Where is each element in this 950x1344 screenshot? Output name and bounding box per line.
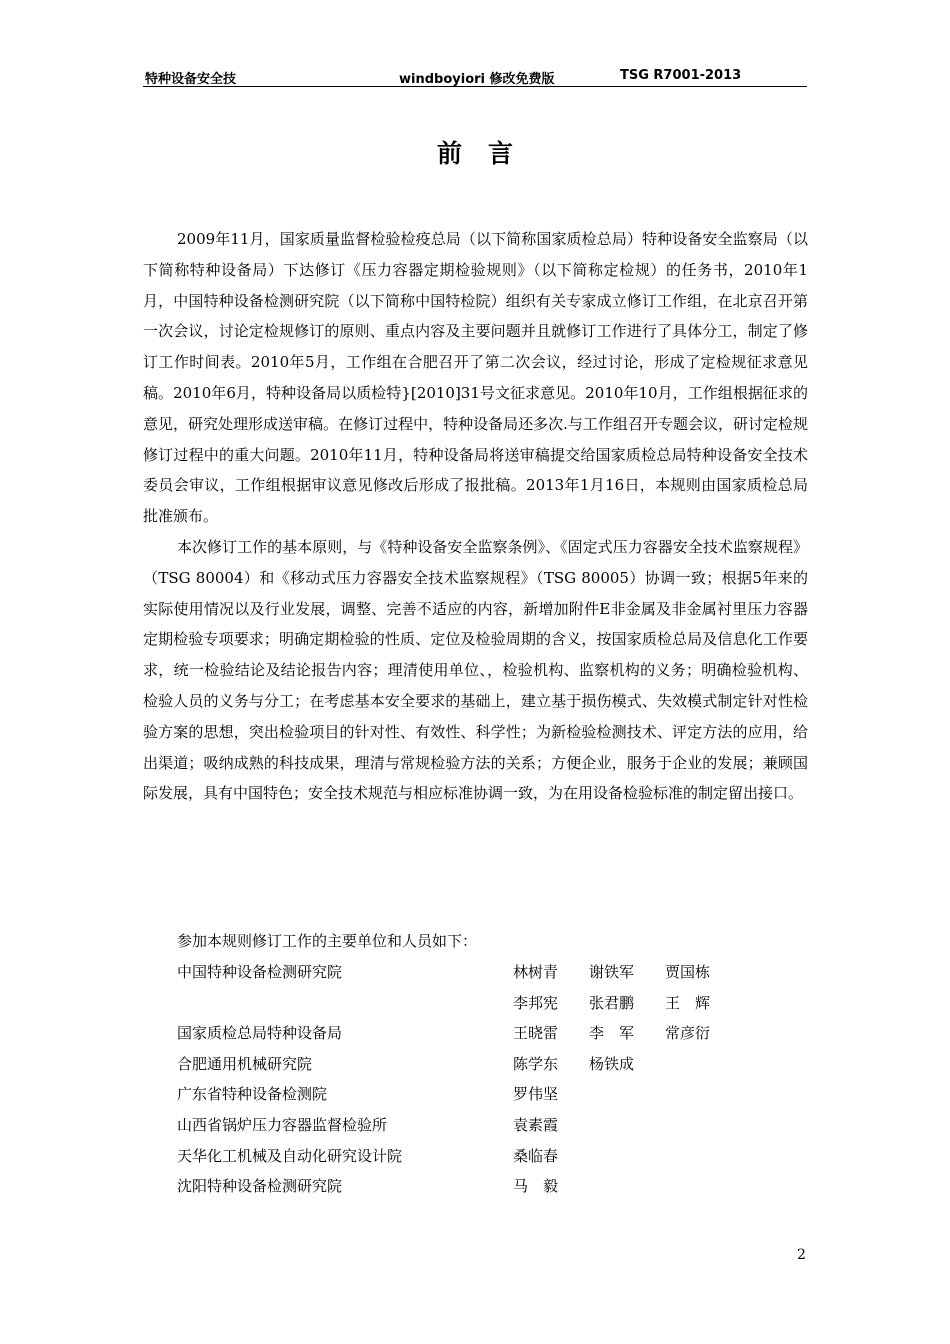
unit-name: 沈阳特种设备检测研究院 <box>177 1177 343 1196</box>
unit-name: 国家质检总局特种设备局 <box>177 1024 343 1043</box>
participant-row <box>177 992 777 1023</box>
person-name: 马 毅 <box>513 1177 559 1196</box>
page-number: 2 <box>797 1247 806 1263</box>
unit-name: 山西省锅炉压力容器监督检验所 <box>177 1115 388 1134</box>
participants-intro: 参加本规则修订工作的主要单位和人员如下： <box>177 932 478 950</box>
page-title: 前言 <box>436 139 539 168</box>
person-name: 王 辉 <box>665 993 711 1012</box>
participant-row <box>177 1083 777 1114</box>
person-name: 罗伟坚 <box>513 1085 559 1104</box>
person-name: 桑临春 <box>513 1146 559 1165</box>
participant-row <box>177 961 777 992</box>
header-left-text: 特种设备安全技 <box>145 72 237 87</box>
unit-name: 中国特种设备检测研究院 <box>177 963 343 981</box>
participant-row <box>177 1114 777 1145</box>
person-name: 袁素霞 <box>513 1115 559 1134</box>
person-name: 贾国栋 <box>665 963 711 981</box>
paragraph: 本次修订工作的基本原则，与《特种设备安全监察条例》、《固定式压力容器安全技术监察规程》（TSG 80004）和《移动式压力容器安全技术监察规程》（TSG 80005）协调一致；根据5年来的实际使用情况以及行业发展，调整、完善不适应的内容，新增加附件E非金属及非金属衬里压力容器定期检验专项要求；明确定期检验的性质、定位及检验周期的含义，按国家质检总局及信息化工作要求，统一检验结论及结论报告内容；理清使用单位、，检验机构、监察机构的义务；明确检验机构、检验人员的义务与分工；在考虑基本安全要求的基础上，建立基于损伤模式、失效模式制定针对性检验方案的思想，突出检验项目的针对性、有效性、科学性；为新检验检测技术、评定方法的应用，给出渠道；吸纳成熟的科技成果，理清与常规检验方法的关系；方便企业，服务于企业的发展；兼顾国际发展，具有中国特色；安全技术规范与相应标准协调一致，为在用设备检验标准的制定留出接口。 <box>143 537 808 803</box>
person-name: 谢铁军 <box>589 963 635 981</box>
participants-list <box>177 961 777 1206</box>
person-name: 王晓雷 <box>513 1024 559 1043</box>
header-right-text: TSG R7001-2013 <box>620 68 742 83</box>
header-center-text: windboyiori 修改免费版 <box>399 72 555 87</box>
person-name: 李 军 <box>589 1024 635 1043</box>
person-name: 林树青 <box>513 963 559 981</box>
participant-row <box>177 1175 777 1206</box>
person-name: 李邦宪 <box>513 993 559 1012</box>
participant-row <box>177 1022 777 1053</box>
person-name: 张君鹏 <box>589 993 635 1012</box>
participant-row <box>177 1145 777 1176</box>
unit-name: 广东省特种设备检测院 <box>177 1085 328 1104</box>
unit-name: 合肥通用机械研究院 <box>177 1054 313 1073</box>
unit-name: 天华化工机械及自动化研究设计院 <box>177 1146 403 1165</box>
page-header <box>143 66 807 87</box>
body-text <box>143 224 808 809</box>
person-name: 陈学东 <box>513 1054 559 1073</box>
person-name: 杨铁成 <box>589 1054 635 1073</box>
participant-row <box>177 1053 777 1084</box>
person-name: 常彦衍 <box>665 1024 711 1043</box>
paragraph: 2009年11月，国家质量监督检验检疫总局（以下简称国家质检总局）特种设备安全监察局（以下简称特种设备局）下达修订《压力容器定期检验规则》（以下简称定检规）的任务书，2010年1月，中国特种设备检测研究院（以下简称中国特检院）组织有关专家成立修订工作组，在北京召开第一次会议，讨论定检规修订的原则、重点内容及主要问题并且就修订工作进行了具体分工，制定了修订工作时间表。2010年5月，工作组在合肥召开了第二次会议，经过讨论，形成了定检规征求意见稿。2010年6月，特种设备局以质检特}[2010]31号文征求意见。2010年10月，工作组根据征求的意见，研究处理形成送审稿。在修订过程中，特种设备局还多次.与工作组召开专题会议，研讨定检规修订过程中的重大问题。2010年11月，特种设备局将送审稿提交给国家质检总局特种设备安全技术委员会审议，工作组根据审议意见修改后形成了报批稿。2013年1月16日，本规则由国家质检总局批准颁布。 <box>143 230 808 526</box>
